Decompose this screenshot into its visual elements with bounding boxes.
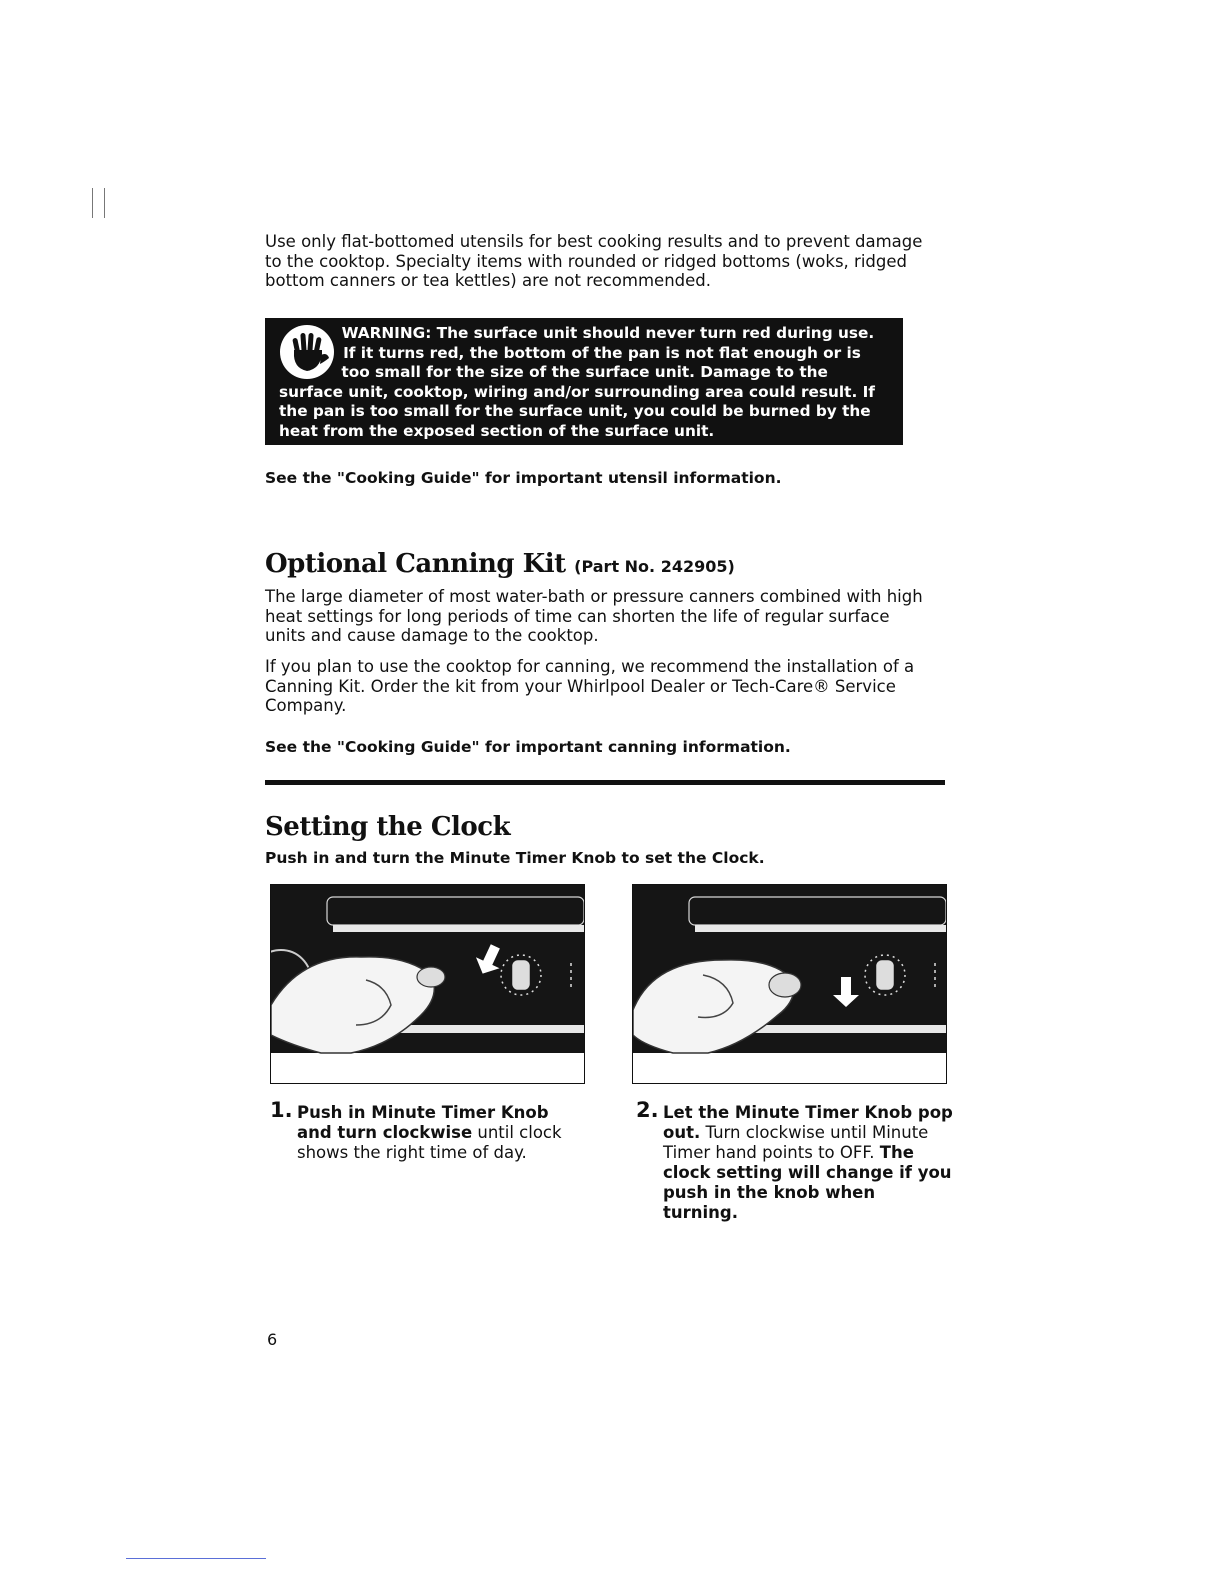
- part-number: (Part No. 242905): [574, 557, 735, 576]
- utensil-note: See the "Cooking Guide" for important utensil information.: [265, 469, 782, 487]
- section-divider: [265, 780, 945, 785]
- canning-paragraph-1: The large diameter of most water-bath or pressure canners combined with high heat settings for long periods of time can shorten the life of regular surface units and cause damage to the cooktop.: [265, 587, 923, 645]
- step-2: [636, 1098, 956, 1222]
- canning-title: [265, 549, 735, 579]
- step-1-body: [297, 1103, 587, 1163]
- step-2-bold: Let the Minute Timer Knob pop out.: [663, 1103, 953, 1142]
- figure-step-2: [632, 884, 947, 1084]
- canning-paragraph-2: If you plan to use the cooktop for canning, we recommend the installation of a Canning Kit. Order the kit from your Whirlpool Dealer or Tech-Care® Service Company.: [265, 657, 915, 715]
- step-2-bold-warning: The clock setting will change if you push in the knob when turning.: [663, 1143, 952, 1222]
- footer-line: [126, 1558, 266, 1559]
- step-2-text: Turn clockwise until Minute Timer hand points to OFF.: [663, 1123, 929, 1162]
- intro-paragraph: Use only flat-bottomed utensils for best cooking results and to prevent damage to the cooktop. Specialty items with rounded or ridged bottoms (woks, ridged bottom canners or tea kettles) are not recommended.: [265, 232, 923, 290]
- warning-box: [265, 318, 903, 445]
- step-1-bold: Push in Minute Timer Knob and turn clockwise: [297, 1103, 549, 1142]
- step-2-body: [663, 1103, 953, 1223]
- step-2-number: 2.: [636, 1098, 659, 1122]
- canning-note: See the "Cooking Guide" for important canning information.: [265, 738, 791, 756]
- clock-subtitle: Push in and turn the Minute Timer Knob to set the Clock.: [265, 849, 765, 867]
- hand-icon: [277, 322, 337, 382]
- warning-text: WARNING: The surface unit should never turn red during use. If it turns red, the bottom of the pan is not flat enough or is too small for the size of the surface unit. Damage to the surface unit, cooktop, wiring and/or surrounding area could result. If the pan is too small for the surface unit, you could be burned by the heat from the exposed section of the surface unit.: [279, 324, 875, 440]
- canning-title-text: Optional Canning Kit: [265, 549, 566, 579]
- page-number: 6: [267, 1330, 278, 1349]
- clock-title: Setting the Clock: [265, 812, 511, 842]
- step-1-text: until clock shows the right time of day.: [297, 1123, 562, 1162]
- step-1-number: 1.: [270, 1098, 293, 1122]
- figure-step-1: [270, 884, 585, 1084]
- margin-marks: [90, 188, 110, 218]
- step-1: [270, 1098, 590, 1173]
